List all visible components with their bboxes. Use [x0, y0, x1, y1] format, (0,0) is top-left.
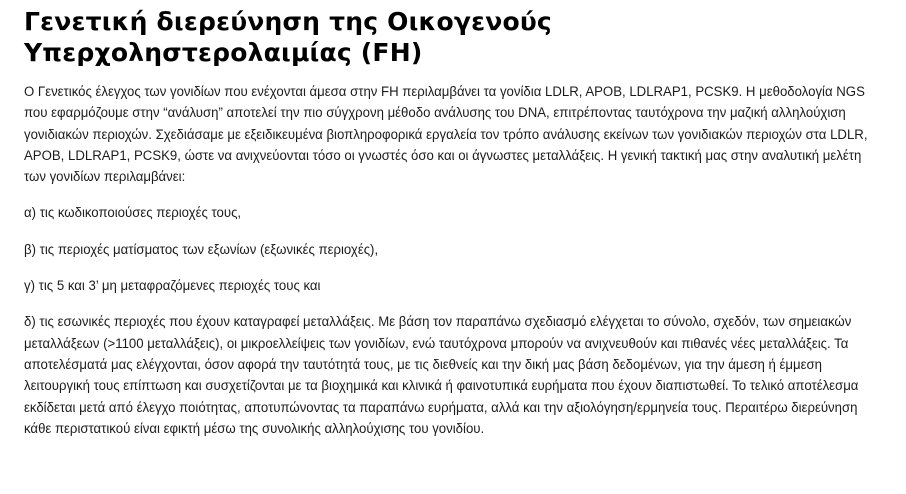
article	[24, 6, 884, 440]
list-item-c: γ) τις 5 και 3’ μη μεταφραζόμενες περιοχές τους και	[24, 278, 321, 295]
page-title-line-2: Υπερχοληστερολαιμίας (FH)	[24, 38, 423, 67]
list-item-d: δ) τις εσωνικές περιοχές που έχουν καταγραφεί μεταλλάξεις. Με βάση τον παραπάνω σχεδιασμό ελέγχεται το σύνολο, σχεδόν, των σημειακών μεταλλάξεων (>1100 μεταλλάξεις), οι μικροελλείψεις των γονιδίων, ενώ ταυτόχρονα μπορούν να ανιχνευθούν και πιθανές νέες μεταλλάξεις. Τα αποτελέσματά μας ελέγχονται, όσον αφορά την ταυτότητά τους, με τις διεθνείς και την δική μας βάση δεδομένων, για την άμεση ή έμμεση λειτουργική τους επίπτωση και συσχετίζονται με τα βιοχημικά και κλινικά ή φαινοτυπικά ευρήματα που έχουν διαπιστωθεί. Το τελικό αποτέλεσμα εκδίδεται μετά από έλεγχο ποιότητας, αποτυπώνοντας τα παραπάνω ευρήματα, αλλά και την αξιολόγηση/ερμηνεία τους. Περαιτέρω διερεύνηση κάθε περιστατικού είναι εφικτή μέσω της συνολικής αλληλούχισης του γονιδίου.	[24, 314, 859, 437]
intro-paragraph: Ο Γενετικός έλεγχος των γονιδίων που ενέχονται άμεσα στην FH περιλαμβάνει τα γονίδια LDLR, APOB, LDLRAP1, PCSK9. Η μεθοδολογία NGS που εφαρμόζουμε στην “ανάλυση” αποτελεί την πιο σύγχρονη μέθοδο ανάλυσης του DNA, επιτρέποντας ταυτόχρονα την μαζική αλληλούχιση γονιδιακών περιοχών. Σχεδιάσαμε με εξειδικευμένα βιοπληροφορικά εργαλεία τον τρόπο ανάλυσης εκείνων των γονιδιακών περιοχών στα LDLR, APOB, LDLRAP1, PCSK9, ώστε να ανιχνεύονται τόσο οι γνωστές όσο και οι άγνωστες μεταλλάξεις. Η γενική τακτική μας στην αναλυτική μελέτη των γονιδίων περιλαμβάνει:	[24, 84, 868, 186]
page-title	[24, 6, 884, 68]
page-title-line-1: Γενετική διερεύνηση της Οικογενούς	[24, 7, 552, 36]
list-item-a: α) τις κωδικοποιούσες περιοχές τους,	[24, 205, 242, 222]
list-item-b: β) τις περιοχές ματίσματος των εξωνίων (εξωνικές περιοχές),	[24, 241, 379, 258]
